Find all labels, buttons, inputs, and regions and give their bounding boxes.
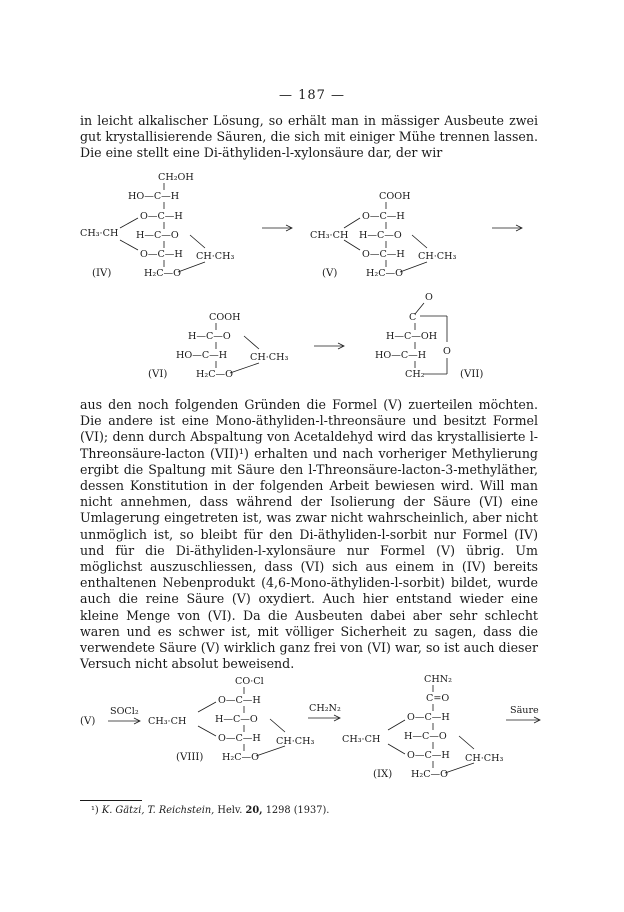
reaction-scheme-1 <box>0 168 624 288</box>
reagent-saeure: Säure <box>510 705 539 716</box>
formula-v-row-4: H—C—O <box>359 230 402 241</box>
arrow-v-onward <box>492 225 522 231</box>
formula-vii-row-3: H—C—OH <box>386 331 438 342</box>
formula-vi-label: (VI) <box>148 369 168 380</box>
formula-viii-label: (VIII) <box>176 752 204 763</box>
formula-ix-row-2: C=O <box>426 693 450 704</box>
formula-vii-label: (VII) <box>460 369 484 380</box>
formula-vii-row-1: O <box>425 292 433 303</box>
arrow-ch2n2 <box>308 703 341 721</box>
formula-IV <box>80 172 234 279</box>
formula-viii-row-1: CO·Cl <box>235 676 264 687</box>
footnote-pages: 1298 (1937). <box>265 805 330 816</box>
formula-ix-row-8: H₂C—O <box>411 769 449 780</box>
formula-iv-label: (IV) <box>92 268 112 279</box>
formula-v-row-1: COOH <box>379 191 411 202</box>
footnote-rule <box>80 800 142 801</box>
formula-ix-row-3: O—C—H <box>407 712 450 723</box>
formula-IX <box>342 674 503 780</box>
formula-iv-row-5: H—C—O <box>136 230 179 241</box>
footnote-volume: 20, <box>245 805 263 816</box>
paragraph-main: aus den noch folgenden Gründen die Formel (V) zuerteilen möchten. Die andere ist eine Mono-äthyliden-l-threonsäure und besitzt Formel (VI); denn durch Abspaltung von Acetaldehyd wird das krystallisierte l-Threonsäure-lacton (VII)¹) erhalten und nach vorheriger Methylierung ergibt die Spaltung mit Säure den l-Threonsäure-lacton-3-methyläther, dessen Konstitution in der folgenden Arbeit bewiesen wird. Will man nicht annehmen, dass während der Isolierung der Säure (VI) eine Umlagerung eingetreten ist, was zwar nicht wahrscheinlich, aber nicht unmöglich ist, so bleibt für den Di-äthyliden-l-sorbit nur Formel (IV) und für die Di-äthyliden-l-xylonsäure nur Formel (V) übrig. Um möglichst auszuschliessen, dass (VI) sich aus einem in (IV) bereits enthaltenen Nebenprodukt (4,6-Mono-äthyliden-l-sorbit) bildet, wurde auch die reine Säure (V) oxydiert. Auch hier entstand wieder eine kleine Menge von (VI). Da die Ausbeuten dabei aber sehr schlecht waren und es schwer ist, mit völliger Sicherheit zu sagen, dass die verwendete Säure (V) wirklich ganz frei von (VI) war, so ist auch dieser Versuch nicht absolut beweisend. <box>80 397 538 672</box>
formula-iv-row-3: O—C—H <box>140 211 183 222</box>
formula-ix-row-5: H—C—O <box>404 731 447 742</box>
formula-VII <box>375 292 483 380</box>
reaction-scheme-3 <box>0 672 624 790</box>
formula-ix-row-4: CH₃·CH <box>342 734 381 745</box>
formula-iv-row-8: H₂C—O <box>144 268 182 279</box>
formula-vi-row-3: HO—C—H <box>176 350 228 361</box>
formula-vii-row-4: O <box>443 346 451 357</box>
formula-viii-row-2: O—C—H <box>218 695 261 706</box>
formula-viii-row-3: CH₃·CH <box>148 716 187 727</box>
arrow-saeure <box>506 705 540 723</box>
formula-VIII <box>148 676 314 763</box>
arrow-vi-to-vii <box>314 343 344 349</box>
formula-viii-row-7: H₂C—O <box>222 752 260 763</box>
formula-viii-row-5: O—C—H <box>218 733 261 744</box>
formula-vi-row-4: CH·CH₃ <box>250 352 289 363</box>
formula-v-row-5: O—C—H <box>362 249 405 260</box>
formula-vii-row-5: HO—C—H <box>375 350 427 361</box>
formula-ix-row-7: CH·CH₃ <box>465 753 504 764</box>
formula-vi-row-1: COOH <box>209 312 241 323</box>
formula-vi-row-5: H₂C—O <box>196 369 234 380</box>
formula-iv-row-7: CH·CH₃ <box>196 251 235 262</box>
footnote <box>91 805 541 816</box>
arrow-socl2 <box>108 706 140 724</box>
formula-VI <box>148 312 288 380</box>
formula-v-row-2: O—C—H <box>362 211 405 222</box>
formula-vi-row-2: H—C—O <box>188 331 231 342</box>
formula-v-row-6: CH·CH₃ <box>418 251 457 262</box>
reagent-socl2: SOCl₂ <box>110 706 139 717</box>
scheme-3-start-label: (V) <box>80 716 96 727</box>
formula-v-row-7: H₂C—O <box>366 268 404 279</box>
formula-v-label: (V) <box>322 268 338 279</box>
formula-iv-row-2: HO—C—H <box>128 191 180 202</box>
formula-V <box>310 191 456 279</box>
formula-ix-row-6: O—C—H <box>407 750 450 761</box>
formula-vii-row-2: C <box>409 312 417 323</box>
formula-iv-row-6: O—C—H <box>140 249 183 260</box>
footnote-authors: K. Gätzi, T. Reichstein, <box>101 805 215 816</box>
formula-ix-row-1: CHN₂ <box>424 674 452 685</box>
formula-iv-row-4: CH₃·CH <box>80 228 119 239</box>
formula-viii-row-6: CH·CH₃ <box>276 736 315 747</box>
footnote-journal: Helv. <box>217 805 243 816</box>
page-number: — 187 — <box>278 88 346 103</box>
formula-ix-label: (IX) <box>373 769 393 780</box>
reagent-ch2n2: CH₂N₂ <box>309 703 341 714</box>
formula-vii-row-6: CH₂ <box>405 369 425 380</box>
footnote-marker: ¹) <box>91 805 99 816</box>
arrow-iv-to-v <box>262 225 292 231</box>
reaction-scheme-2 <box>0 290 624 390</box>
paragraph-intro: in leicht alkalischer Lösung, so erhält man in mässiger Ausbeute zwei gut krystallisierende Säuren, die sich mit einiger Mühe trennen lassen. Die eine stellt eine Di-äthyliden-l-xylonsäure dar, der wir <box>80 113 538 161</box>
formula-viii-row-4: H—C—O <box>215 714 258 725</box>
formula-iv-row-1: CH₂OH <box>158 172 194 183</box>
formula-v-row-3: CH₃·CH <box>310 230 349 241</box>
